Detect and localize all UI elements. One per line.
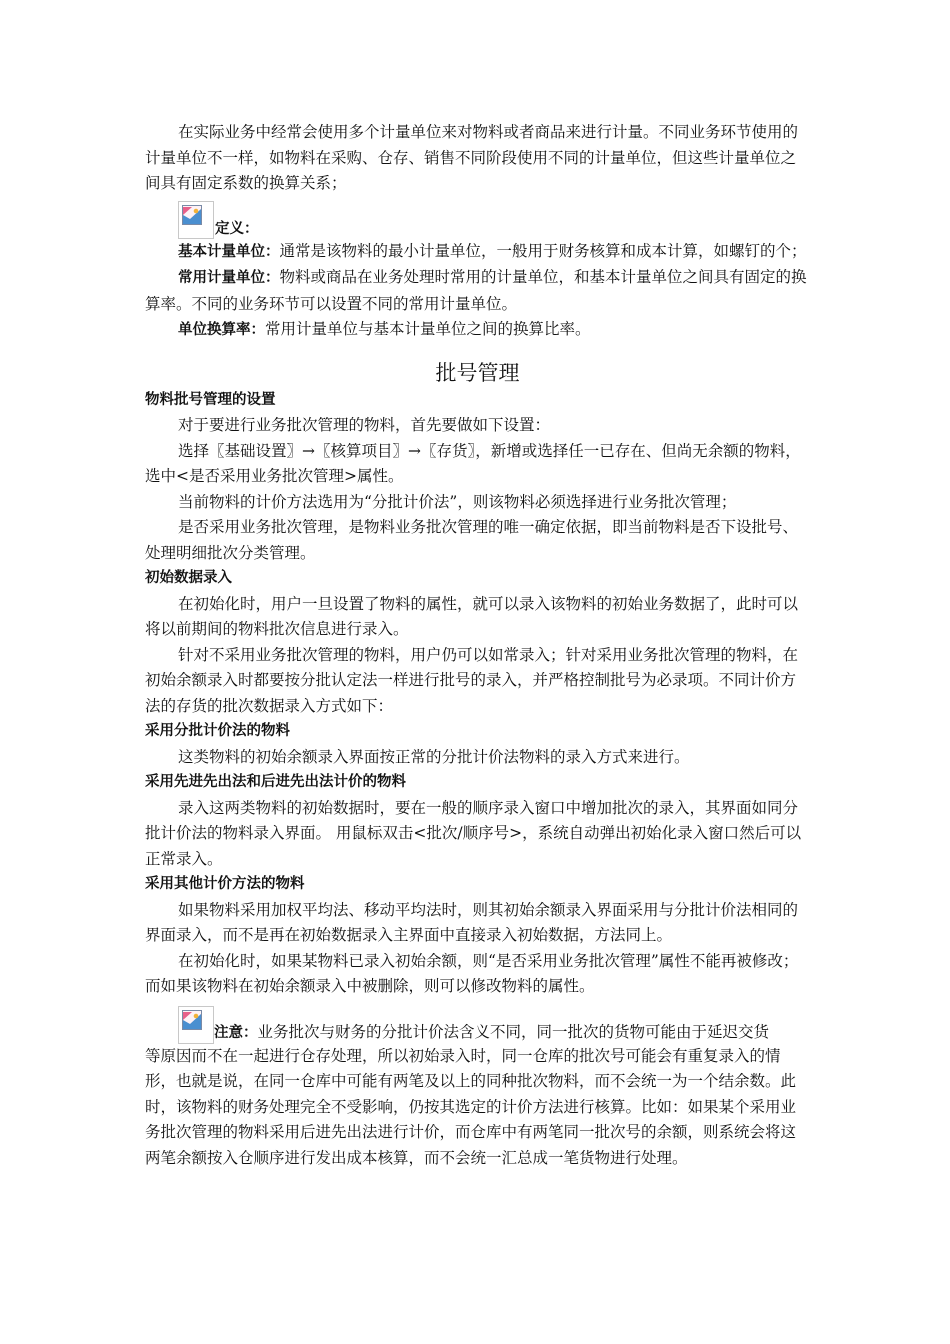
intro-paragraph: 在实际业务中经常会使用多个计量单位来对物料或者商品来进行计量。不同业务环节使用的计量单位不一样，如物料在采购、仓存、销售不同阶段使用不同的计量单位，但这些计量单位之间具有固定系数的换算关系；: [145, 123, 799, 192]
subheading-batch-pricing: 采用分批计价法的物料: [145, 723, 290, 739]
subheading-initial-data: 初始数据录入: [145, 570, 232, 586]
image-placeholder-icon: [178, 201, 214, 239]
paragraph: 对于要进行业务批次管理的物料，首先要做如下设置：: [178, 416, 551, 434]
paragraph: 在初始化时，用户一旦设置了物料的属性，就可以录入该物料的初始业务数据了，此时可以将以前期间的物料批次信息进行录入。: [145, 594, 799, 638]
conversion-term: 单位换算率：: [178, 322, 265, 338]
document-body: [145, 120, 810, 1171]
subheading-other-methods: 采用其他计价方法的物料: [145, 876, 305, 892]
base-unit-text: 通常是该物料的最小计量单位，一般用于财务核算和成本计算，如螺钉的个；: [279, 241, 807, 260]
common-unit-definition: [145, 265, 810, 317]
definition-label: 定义：: [215, 220, 259, 237]
paragraph: 是否采用业务批次管理，是物料业务批次管理的唯一确定依据，即当前物料是否下设批号、处理明细批次分类管理。: [145, 518, 799, 562]
definition-line: [178, 201, 810, 239]
subheading-fifo-lifo: 采用先进先出法和后进先出法计价的物料: [145, 774, 406, 790]
image-placeholder-icon: [178, 1006, 214, 1044]
paragraph: 如果物料采用加权平均法、移动平均法时，则其初始余额录入界面采用与分批计价法相同的界面录入，而不是再在初始数据录入主界面中直接录入初始数据，方法同上。: [145, 900, 799, 944]
common-unit-term: 常用计量单位：: [178, 270, 280, 286]
paragraph: 录入这两类物料的初始数据时，要在一般的顺序录入窗口中增加批次的录入，其界面如同分批计价法的物料录入界面。 用鼠标双击<批次/顺序号>，系统自动弹出初始化录入窗口然后可以正常录入。: [145, 798, 802, 868]
paragraph: 这类物料的初始余额录入界面按正常的分批计价法物料的录入方式来进行。: [178, 747, 690, 766]
note-block: [145, 1006, 810, 1172]
conversion-definition: [145, 317, 810, 344]
base-unit-definition: [145, 239, 810, 266]
base-unit-term: 基本计量单位：: [178, 243, 280, 260]
subheading-batch-setup: 物料批号管理的设置: [145, 391, 276, 408]
paragraph: 针对不采用业务批次管理的物料，用户仍可以如常录入；针对采用业务批次管理的物料，在初始余额录入时都要按分批认定法一样进行批号的录入，并严格控制批号为必录项。不同计价方法的存货的批次数据录入方式如下：: [145, 645, 799, 715]
note-text-first: 业务批次与财务的分批计价法含义不同，同一批次的货物可能由于延迟交货: [257, 1022, 770, 1041]
section-title: 批号管理: [435, 360, 520, 385]
note-label: 注意：: [214, 1024, 258, 1041]
note-first-line: [178, 1006, 810, 1044]
paragraph: 选择〖基础设置〗→〖核算项目〗→〖存货〗，新增或选择任一已存在、但尚无余额的物料，选中<是否采用业务批次管理>属性。: [145, 441, 801, 485]
paragraph: 在初始化时，如果某物料已录入初始余额，则“是否采用业务批次管理”属性不能再被修改；而如果该物料在初始余额录入中被删除，则可以修改物料的属性。: [145, 951, 799, 995]
note-text-rest: 等原因而不在一起进行仓存处理，所以初始录入时，同一仓库的批次号可能会有重复录入的情形，也就是说，在同一仓库中可能有两笔及以上的同种批次物料，而不会统一为一个结余数。此时，该物料的财务处理完全不受影响，仍按其选定的计价方法进行核算。比如：如果某个采用业务批次管理的物料采用后进先出法进行计价，而仓库中有两笔同一批次号的余额，则系统会将这两笔余额按入仓顺序进行发出成本核算，而不会统一汇总成一笔货物进行处理。: [145, 1046, 797, 1167]
conversion-text: 常用计量单位与基本计量单位之间的换算比率。: [265, 320, 591, 338]
note-lead: [214, 1021, 769, 1044]
paragraph: 当前物料的计价方法选用为“分批计价法”，则该物料必须选择进行业务批次管理；: [178, 492, 737, 511]
common-unit-text: 物料或商品在业务处理时常用的计量单位，和基本计量单位之间具有固定的换算率。不同的业务环节可以设置不同的常用计量单位。: [145, 268, 807, 313]
